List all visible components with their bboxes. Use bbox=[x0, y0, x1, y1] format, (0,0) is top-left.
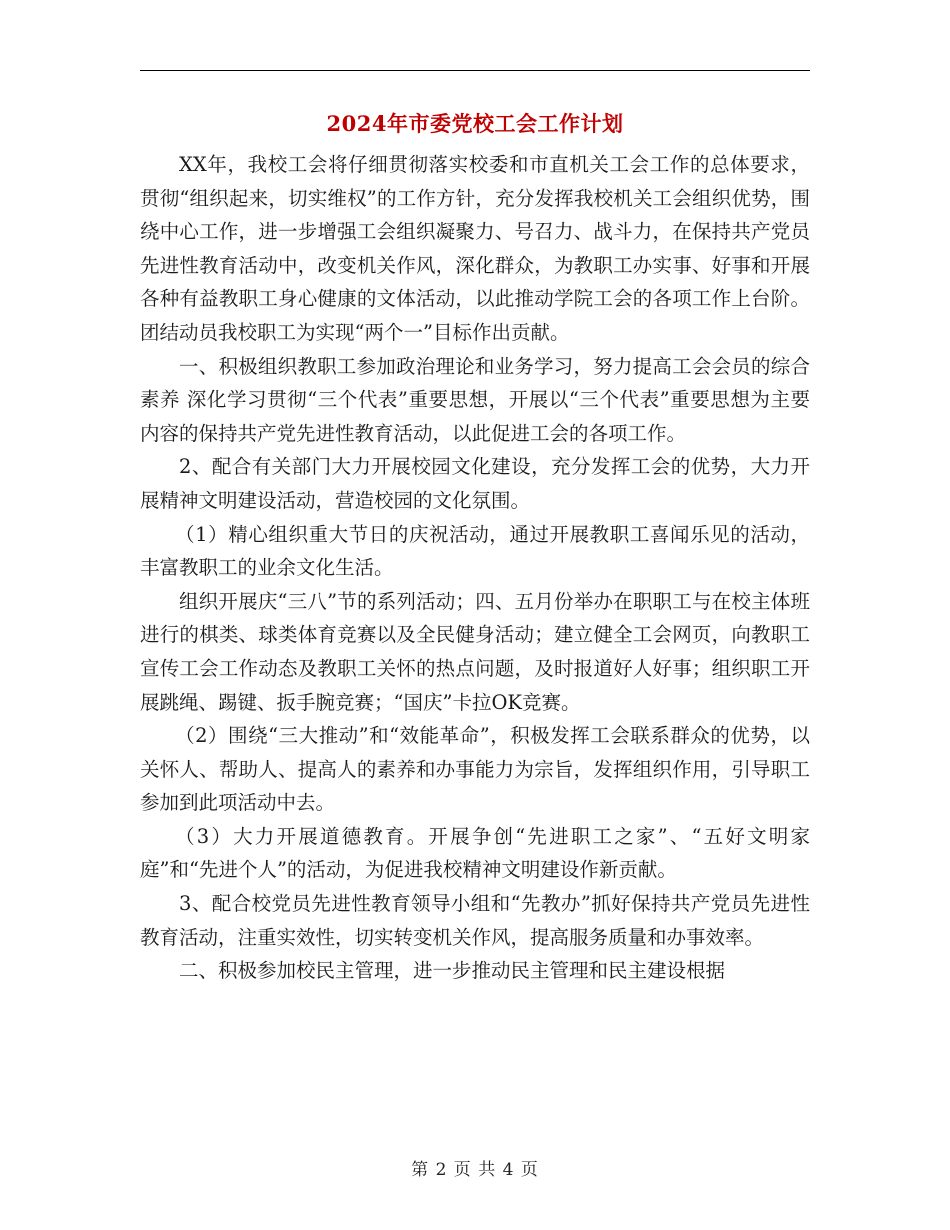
paragraph-intro: XX年，我校工会将仔细贯彻落实校委和市直机关工会工作的总体要求，贯彻“组织起来，切实维权”的工作方针，充分发挥我校机关工会组织优势，围绕中心工作，进一步增强工会组织凝聚力、号召力、战斗力，在保持共产党员先进性教育活动中，改变机关作风，深化群众，为教职工办实事、好事和开展各种有益教职工身心健康的文体活动，以此推动学院工会的各项工作上台阶。团结动员我校职工为实现“两个一”目标作出贡献。 bbox=[140, 153, 810, 344]
document-body bbox=[140, 148, 810, 988]
page-footer: 第 2 页 共 4 页 bbox=[411, 1160, 539, 1180]
paragraph-item-2: 2、配合有关部门大力开展校园文化建设，充分发挥工会的优势，大力开展精神文明建设活动，营造校园的文化氛围。 bbox=[140, 455, 810, 512]
document-title: 2024年市委党校工会工作计划 bbox=[326, 111, 624, 136]
paragraph-subitem-3: （3）大力开展道德教育。开展争创“先进职工之家”、“五好文明家庭”和“先进个人”的活动，为促进我校精神文明建设作新贡献。 bbox=[140, 824, 810, 882]
paragraph-activities: 组织开展庆“三八”节的系列活动；四、五月份举办在职职工与在校主体班进行的棋类、球类体育竞赛以及全民健身活动；建立健全工会网页，向教职工宣传工会工作动态及教职工关怀的热点问题，及时报道好人好事；组织职工开展跳绳、踢键、扳手腕竞赛；“国庆”卡拉OK竞赛。 bbox=[140, 589, 810, 714]
header-rule bbox=[140, 70, 810, 71]
paragraph-section-1: 一、积极组织教职工参加政治理论和业务学习，努力提高工会会员的综合素养 深化学习贯彻“三个代表”重要思想，开展以“三个代表”重要思想为主要内容的保持共产党先进性教育活动，以此促进工会的各项工作。 bbox=[140, 354, 810, 445]
paragraph-subitem-1: （1）精心组织重大节日的庆祝活动，通过开展教职工喜闻乐见的活动，丰富教职工的业余文化生活。 bbox=[140, 522, 810, 580]
paragraph-subitem-2: （2）围绕“三大推动”和“效能革命”，积极发挥工会联系群众的优势，以关怀人、帮助人、提高人的素养和办事能力为宗旨，发挥组织作用，引导职工参加到此项活动中去。 bbox=[140, 724, 810, 815]
paragraph-item-3: 3、配合校党员先进性教育领导小组和“先教办”抓好保持共产党员先进性教育活动，注重实效性，切实转变机关作风，提高服务质量和办事效率。 bbox=[140, 892, 810, 949]
paragraph-section-2: 二、积极参加校民主管理，进一步推动民主管理和民主建设根据 bbox=[179, 959, 726, 983]
